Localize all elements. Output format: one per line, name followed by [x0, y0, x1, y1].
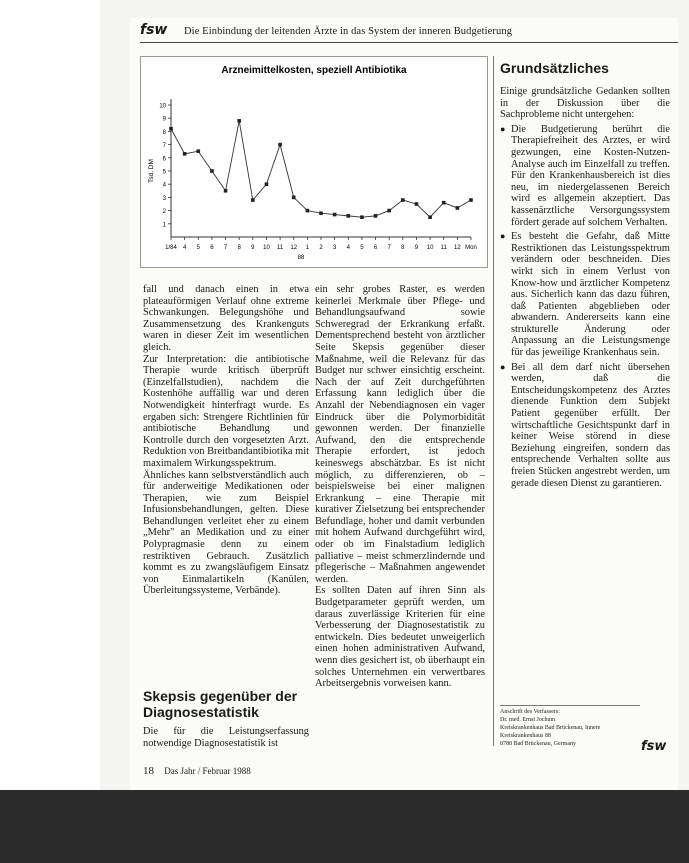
x-tick-label: 1/84: [165, 245, 177, 251]
paragraph: fall und danach einen in etwa plateauförmigen Verlauf ohne extreme Schwankungen. Belegungshöhe und Zusammensetzung des Krankenguts waren in dieser Zeit im wesentlichen gleich.: [143, 284, 309, 353]
x-tick-label: 11: [440, 245, 447, 251]
data-point: [360, 215, 364, 219]
page-footer: [143, 765, 251, 777]
x-tick-label: 11: [276, 245, 284, 251]
x-tick-label: 10: [263, 245, 270, 251]
bullet-item: ● Es besteht die Gefahr, daß Mitte Restriktionen das Leistungsspektrum verändern oder beschneiden. Dies wirkt sich in einem Verlust von Know-how und ärztlicher Kompetenz aus. Sicherlich kann das dazu führen, daß Patienten abgeblieben oder abwandern. Andererseits kann eine strukturelle Änderung oder Anpassung an die Leistungsmenge für das jeweilige Krankenhaus sein.: [500, 231, 670, 359]
x-tick-label: 5: [196, 245, 200, 251]
column-1-bottom: Die für die Leistungserfassung notwendige Diagnosestatistik ist: [143, 726, 309, 749]
scanner-bottom-band: [0, 790, 689, 863]
x-tick-label: 2: [319, 245, 323, 251]
data-point: [306, 209, 310, 213]
y-tick-label: 9: [162, 116, 166, 123]
x-tick-label: 1: [305, 245, 310, 251]
column-divider: [493, 56, 494, 746]
y-tick-label: 6: [162, 156, 166, 163]
address-line: Kreiskrankenhaus Bad Brückenau, Innere: [500, 725, 601, 731]
x-tick-label: 7: [387, 245, 391, 251]
section-heading-skepsis: Skepsis gegenüber der Diagnosestatistik: [143, 688, 298, 720]
publication-logo: fsw: [140, 22, 168, 38]
data-point: [251, 198, 255, 202]
data-point: [196, 149, 200, 153]
paragraph: Ähnliches kann selbstverständlich auch für anderweitige Medikationen oder Therapien, wie zum Beispiel Infusionsbehandlungen, gelten. Diese Behandlungen verleitet eher zu einem „Mehr" an Medikation und zu einer Polypragmasie denn zu einem restriktiven Gebrauch. Zusätzlich kommt es zu zwangsläufigem Einsatz von Einmalartikeln (Kanülen, Überleitungssysteme, Verbände).: [143, 469, 309, 597]
page-number: 18: [143, 765, 154, 777]
line-chart: [140, 56, 488, 268]
y-tick-label: 10: [159, 103, 166, 110]
paragraph: Es sollten Daten auf ihren Sinn als Budgetparameter geprüft werden, um daraus zuverlässige Kriterien für eine Verbesserung der Diagnosestatistik zu entwickeln. Dies bedeutet unweigerlich einen hohen administrativen Aufwand, wenn dies gesichert ist, ob überhaupt ein solches Unternehmen ein verwertbares Arbeitsergebnis vorweisen kann.: [315, 585, 485, 690]
data-point: [169, 127, 173, 131]
column-2: [315, 284, 485, 690]
y-tick-label: 2: [162, 209, 166, 216]
data-point: [456, 206, 460, 210]
x-tick-label: 4: [346, 245, 350, 251]
bullet-item: ● Bei all dem darf nicht übersehen werden, daß die Entscheidungskompetenz des Arztes dienende Funktion dem Subjekt Patient gegenüber erfüllt. Der wirtschaftliche Gesichtspunkt darf in keiner Weise störend in diese Beziehung eingreifen, sondern das entsprechende Verhalten sollte aus freien Stücken angestrebt werden, um gerade diesen Dienst zu garantieren.: [500, 362, 670, 490]
x-tick-label: 12: [290, 245, 298, 251]
address-line: Anschrift des Verfassers:: [500, 709, 560, 715]
data-point: [442, 201, 446, 205]
x-tick-label: 7: [223, 245, 228, 251]
x-tick-label: 10: [426, 245, 434, 251]
data-point: [319, 211, 323, 215]
paragraph: ein sehr grobes Raster, es werden keinerlei Merkmale über Pflege- und Behandlungsaufwand sowie Schweregrad der Erkrankung erfaßt. Dementsprechend besteht von ärztlicher Seite Skepsis gegenüber dieser Maßnahme, weil die Relevanz für das Budget nur schwer einsichtig erscheint. Nach der auf Zeit durchgeführten Erfassung kann lediglich über die Anzahl der Nebendiagnosen ein vager Eindruck über die Polymorbidität gewonnen werden. Der finanzielle Aufwand, den die entsprechende Therapie erfordert, ist jedoch keineswegs abschätzbar. Es ist nicht möglich, zu differenzieren, ob – beispielsweise bei einer malignen Erkrankung – eine Therapie mit kurativer Zielsetzung bei entsprechender Befundlage, hoher und damit verbunden mit hohem Aufwand durchgeführt wird, oder ob im Finalstadium lediglich palliative – meist schmerzlindernde und pflegerische – Maßnahmen angewendet werden.: [315, 284, 485, 585]
data-point: [346, 214, 350, 218]
data-point: [387, 209, 391, 213]
y-axis-label: Tsd. DM: [148, 159, 155, 183]
x-tick-label: 9: [414, 245, 419, 251]
data-point: [278, 143, 282, 147]
section-heading-grundsaetzliches: Grundsätzliches: [500, 60, 609, 76]
data-point: [415, 202, 419, 206]
y-tick-label: 3: [162, 195, 166, 202]
x-tick-label: 8: [237, 245, 241, 251]
data-point: [183, 152, 187, 156]
data-point: [292, 196, 296, 200]
header-title: Die Einbindung der leitenden Ärzte in das System der inneren Budgetierung: [184, 26, 513, 37]
column-1: [143, 284, 309, 597]
y-tick-label: 7: [162, 143, 166, 150]
data-point: [237, 119, 241, 123]
column-3: [500, 86, 670, 492]
bullet-item: ● Die Budgetierung berührt die Therapiefreiheit des Arztes, er wird gezwungen, eine Kosten-Nutzen-Analyse auch im Einzelfall zu treffen. Für den Krankenhausbereich ist dies neu, im niedergelassenen Bereich wird es allgemein akzeptiert. Das kassenärztliche Versorgungssystem fördert gerade auf solchem Verhalten.: [500, 124, 670, 228]
series-line: [171, 121, 471, 217]
x-tick-label: Mon: [465, 245, 477, 251]
chart-title: Arzneimittelkosten, speziell Antibiotika: [221, 65, 407, 76]
y-tick-label: 4: [162, 182, 166, 189]
chart-svg: [141, 57, 487, 267]
x-tick-label: 12: [454, 245, 461, 251]
x-tick-label: 5: [360, 245, 364, 251]
running-header: [140, 20, 678, 43]
x-axis-label: 88: [297, 255, 305, 261]
address-line: Kreiskrankenhaus 88: [500, 733, 551, 739]
x-tick-label: 9: [251, 245, 255, 251]
data-point: [333, 213, 337, 217]
x-tick-label: 6: [373, 245, 378, 251]
data-point: [469, 198, 473, 202]
left-margin: [0, 0, 100, 790]
data-point: [374, 214, 378, 218]
footer-logo: fsw: [641, 739, 667, 754]
y-tick-label: 5: [162, 169, 166, 176]
data-point: [428, 215, 432, 219]
y-tick-label: 1: [162, 222, 166, 229]
address-line: 8788 Bad Brückenau, Germany: [500, 741, 576, 747]
data-point: [401, 198, 405, 202]
data-point: [224, 189, 228, 193]
paragraph: Zur Interpretation: die antibiotische Therapie wurde kritisch überprüft (Einzelfallstudien), nachdem die Kostenhöhe auffällig war und deren Notwendigkeit hinterfragt wurde. Es ergaben sich: Strengere Richtlinien für antibiotische Behandlung und Kontrolle durch den vorgesetzten Arzt. Reduktion von Breitbandantibiotika mit maximalem Wirkungsspektrum.: [143, 353, 309, 469]
intro-paragraph: Einige grundsätzliche Gedanken sollten in der Diskussion über die Sachprobleme nicht untergehen:: [500, 86, 670, 121]
x-tick-label: 4: [182, 245, 187, 251]
data-point: [210, 169, 214, 173]
data-point: [265, 182, 269, 186]
x-tick-label: 3: [332, 245, 337, 251]
y-tick-label: 8: [162, 129, 166, 136]
author-address: [500, 705, 640, 748]
footer-source: Das Jahr / Februar 1988: [164, 766, 251, 776]
address-line: Dr. med. Ernst Jochum: [500, 717, 556, 723]
x-tick-label: 6: [210, 245, 214, 251]
x-tick-label: 8: [401, 245, 405, 251]
